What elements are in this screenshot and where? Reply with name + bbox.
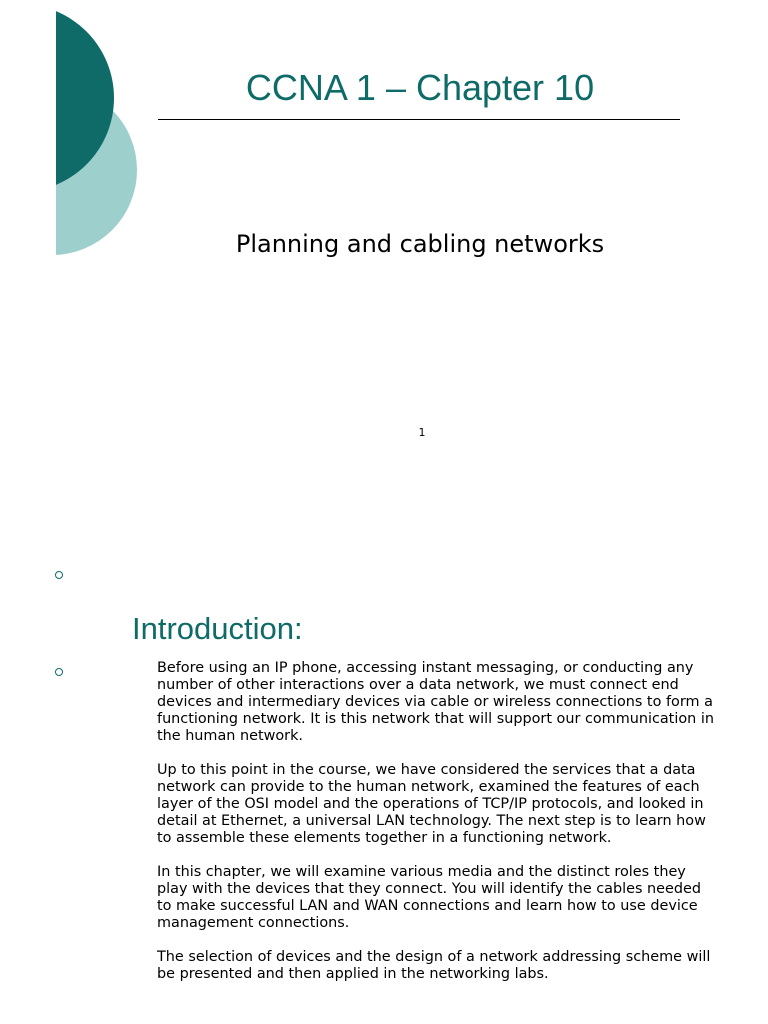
slide-title: CCNA 1 – Chapter 10 [245, 67, 595, 108]
ring-bullet-icon [55, 571, 63, 579]
slide-subtitle: Planning and cabling networks [235, 230, 605, 258]
paragraph: Up to this point in the course, we have considered the services that a data network can provide to the human network, examined the features of each layer of the OSI model and the operations of TCP/IP protocols, and looked in detail at Ethernet, a universal LAN technology. The next step is to learn how to assemble these elements together in a functioning network. [157, 762, 706, 846]
paragraph: The selection of devices and the design of a network addressing scheme will be presented and then applied in the networking labs. [157, 949, 711, 982]
intro-body [157, 660, 717, 1000]
decorative-circles [0, 0, 160, 300]
ring-bullet-icon [55, 668, 63, 676]
section-heading: Introduction: [132, 611, 303, 646]
paragraph: In this chapter, we will examine various media and the distinct roles they play with the devices that they connect. You will identify the cables needed to make successful LAN and WAN connections and learn how to use device management connections. [157, 864, 701, 931]
page-number: 1 [418, 426, 426, 439]
title-divider [158, 119, 680, 120]
paragraph: Before using an IP phone, accessing instant messaging, or conducting any number of other interactions over a data network, we must connect end devices and intermediary devices via cable or wireless connections to form a functioning network. It is this network that will support our communication in the human network. [157, 660, 714, 744]
